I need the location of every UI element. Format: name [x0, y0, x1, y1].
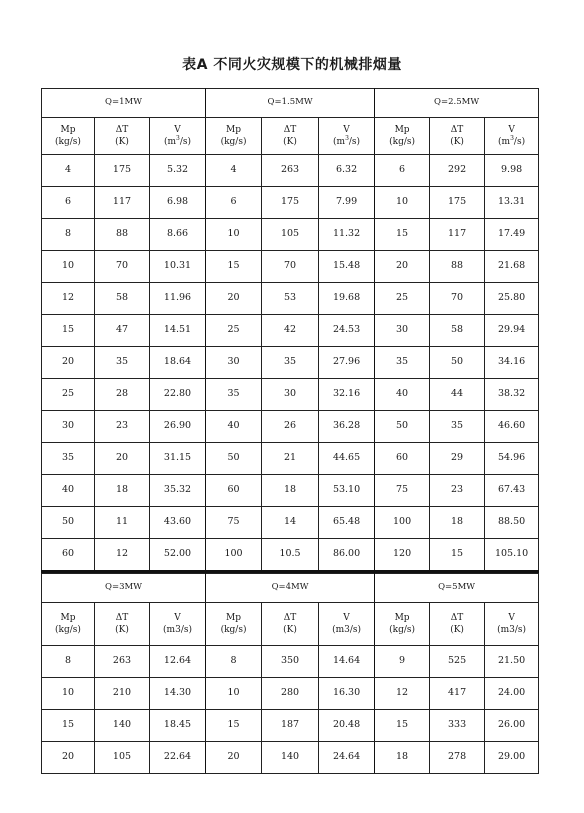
- mp-cell: 30: [42, 411, 95, 443]
- delta-t-cell: 525: [430, 646, 485, 678]
- delta-t-cell: 263: [262, 155, 319, 187]
- delta-t-cell: 35: [95, 347, 150, 379]
- delta-t-cell: 88: [95, 219, 150, 251]
- mp-cell: 20: [42, 347, 95, 379]
- mp-cell: 20: [42, 742, 95, 774]
- v-cell: 18.64: [150, 347, 206, 379]
- delta-t-cell: 105: [95, 742, 150, 774]
- delta-t-cell: 292: [430, 155, 485, 187]
- v-cell: 26.90: [150, 411, 206, 443]
- header-line-2: (m3/s): [332, 625, 362, 635]
- delta-t-cell: 70: [430, 283, 485, 315]
- delta-t-cell: 210: [95, 678, 150, 710]
- v-cell: 24.53: [319, 315, 375, 347]
- v-cell: 36.28: [319, 411, 375, 443]
- group-header-cell: Q=3MW: [42, 574, 206, 603]
- header-line-1: Mp: [60, 124, 76, 135]
- table-row: [42, 379, 539, 411]
- delta-t-cell: 44: [430, 379, 485, 411]
- header-line-1: Mp: [394, 612, 410, 623]
- mp-cell: 25: [375, 283, 430, 315]
- delta-t-cell: 333: [430, 710, 485, 742]
- mp-cell: 30: [206, 347, 262, 379]
- v-cell: 86.00: [319, 539, 375, 572]
- delta-t-cell: 70: [95, 251, 150, 283]
- mp-cell: 15: [42, 315, 95, 347]
- mp-cell: 60: [42, 539, 95, 572]
- header-line-1: V: [508, 124, 515, 135]
- mp-cell: 25: [206, 315, 262, 347]
- header-mp: [375, 118, 430, 155]
- v-cell: 21.50: [485, 646, 539, 678]
- header-line-2: $(m^3/s)$: [163, 135, 192, 147]
- mp-cell: 60: [206, 475, 262, 507]
- mp-cell: 4: [206, 155, 262, 187]
- mp-cell: 6: [206, 187, 262, 219]
- group-header-cell: Q=1.5MW: [206, 89, 375, 118]
- header-delta-t: [95, 118, 150, 155]
- delta-t-cell: 350: [262, 646, 319, 678]
- header-line-1: Mp: [226, 124, 242, 135]
- v-cell: 14.51: [150, 315, 206, 347]
- delta-t-cell: 21: [262, 443, 319, 475]
- delta-t-cell: 11: [95, 507, 150, 539]
- delta-t-cell: 18: [262, 475, 319, 507]
- v-cell: 5.32: [150, 155, 206, 187]
- v-cell: 27.96: [319, 347, 375, 379]
- header-v: [319, 603, 375, 646]
- mp-cell: 9: [375, 646, 430, 678]
- mp-cell: 30: [375, 315, 430, 347]
- delta-t-cell: 10.5: [262, 539, 319, 572]
- header-line-1: Mp: [226, 612, 242, 623]
- mp-cell: 40: [42, 475, 95, 507]
- delta-t-cell: 175: [262, 187, 319, 219]
- v-cell: 105.10: [485, 539, 539, 572]
- header-line-2: $(m^3/s)$: [333, 135, 361, 147]
- mp-cell: 12: [375, 678, 430, 710]
- table-row: [42, 155, 539, 187]
- header-line-2: $(m^3/s)$: [498, 135, 526, 147]
- delta-t-cell: 18: [95, 475, 150, 507]
- group-header-cell: Q=4MW: [206, 574, 375, 603]
- delta-t-cell: 88: [430, 251, 485, 283]
- v-cell: 8.66: [150, 219, 206, 251]
- delta-t-cell: 70: [262, 251, 319, 283]
- mp-cell: 6: [42, 187, 95, 219]
- smoke-exhaust-table: [41, 88, 538, 774]
- delta-t-cell: 417: [430, 678, 485, 710]
- mp-cell: 10: [206, 219, 262, 251]
- table-row: [42, 507, 539, 539]
- delta-t-cell: 263: [95, 646, 150, 678]
- header-line-2: (K): [283, 137, 297, 147]
- header-line-2: (kg/s): [389, 625, 415, 635]
- delta-t-cell: 280: [262, 678, 319, 710]
- header-v: [319, 118, 375, 155]
- v-cell: 7.99: [319, 187, 375, 219]
- table-row: [42, 347, 539, 379]
- v-cell: 17.49: [485, 219, 539, 251]
- v-cell: 6.32: [319, 155, 375, 187]
- header-line-1: ΔT: [283, 124, 297, 135]
- header-line-2: (kg/s): [220, 625, 247, 635]
- v-cell: 88.50: [485, 507, 539, 539]
- header-line-1: V: [174, 124, 181, 135]
- header-line-1: ΔT: [450, 612, 464, 623]
- upper-table: [41, 88, 539, 573]
- v-cell: 29.94: [485, 315, 539, 347]
- delta-t-cell: 35: [430, 411, 485, 443]
- unit-exponent: 3: [176, 135, 180, 142]
- mp-cell: 8: [206, 646, 262, 678]
- delta-t-cell: 140: [95, 710, 150, 742]
- unit-exponent: 3: [345, 135, 349, 142]
- v-cell: 32.16: [319, 379, 375, 411]
- delta-t-cell: 29: [430, 443, 485, 475]
- mp-cell: 8: [42, 646, 95, 678]
- header-line-2: (kg/s): [55, 625, 81, 635]
- group-header-cell: Q=2.5MW: [375, 89, 539, 118]
- header-line-1: V: [343, 124, 350, 135]
- header-v: [150, 603, 206, 646]
- header-mp: [42, 603, 95, 646]
- delta-t-cell: 14: [262, 507, 319, 539]
- header-line-2: (K): [450, 137, 464, 147]
- mp-cell: 40: [206, 411, 262, 443]
- header-v: [485, 118, 539, 155]
- group-header-row: [42, 89, 539, 118]
- v-cell: 18.45: [150, 710, 206, 742]
- header-delta-t: [430, 118, 485, 155]
- v-cell: 12.64: [150, 646, 206, 678]
- v-cell: 13.31: [485, 187, 539, 219]
- mp-cell: 20: [206, 283, 262, 315]
- mp-cell: 15: [206, 710, 262, 742]
- mp-cell: 50: [375, 411, 430, 443]
- v-cell: 25.80: [485, 283, 539, 315]
- column-header-row: [42, 118, 539, 155]
- column-header-row: [42, 603, 539, 646]
- v-cell: 29.00: [485, 742, 539, 774]
- mp-cell: 50: [42, 507, 95, 539]
- v-cell: 11.96: [150, 283, 206, 315]
- delta-t-cell: 117: [95, 187, 150, 219]
- delta-t-cell: 42: [262, 315, 319, 347]
- header-line-1: V: [174, 612, 181, 623]
- header-delta-t: [262, 118, 319, 155]
- mp-cell: 15: [375, 710, 430, 742]
- v-cell: 22.64: [150, 742, 206, 774]
- v-cell: 9.98: [485, 155, 539, 187]
- mp-cell: 100: [375, 507, 430, 539]
- v-cell: 24.00: [485, 678, 539, 710]
- header-mp: [375, 603, 430, 646]
- table-row: [42, 411, 539, 443]
- unit-exponent: 3: [510, 135, 514, 142]
- table-row: [42, 219, 539, 251]
- delta-t-cell: 278: [430, 742, 485, 774]
- mp-cell: 60: [375, 443, 430, 475]
- table-row: [42, 315, 539, 347]
- header-line-2: (K): [115, 137, 129, 147]
- mp-cell: 35: [42, 443, 95, 475]
- mp-cell: 120: [375, 539, 430, 572]
- header-line-1: Mp: [60, 612, 76, 623]
- v-cell: 16.30: [319, 678, 375, 710]
- v-cell: 44.65: [319, 443, 375, 475]
- mp-cell: 10: [206, 678, 262, 710]
- table-row: [42, 678, 539, 710]
- header-mp: [206, 603, 262, 646]
- header-line-1: ΔT: [115, 612, 129, 623]
- table-row: [42, 443, 539, 475]
- header-line-2: (m3/s): [163, 625, 192, 635]
- v-cell: 35.32: [150, 475, 206, 507]
- delta-t-cell: 117: [430, 219, 485, 251]
- delta-t-cell: 47: [95, 315, 150, 347]
- header-mp: [206, 118, 262, 155]
- header-line-2: (kg/s): [389, 137, 415, 147]
- header-delta-t: [262, 603, 319, 646]
- header-mp: [42, 118, 95, 155]
- delta-t-cell: 18: [430, 507, 485, 539]
- header-line-2: (K): [450, 625, 464, 635]
- v-cell: 34.16: [485, 347, 539, 379]
- header-line-1: ΔT: [450, 124, 464, 135]
- v-cell: 38.32: [485, 379, 539, 411]
- v-cell: 6.98: [150, 187, 206, 219]
- delta-t-cell: 23: [95, 411, 150, 443]
- header-line-1: ΔT: [283, 612, 297, 623]
- mp-cell: 18: [375, 742, 430, 774]
- table-row: [42, 539, 539, 572]
- v-cell: 54.96: [485, 443, 539, 475]
- mp-cell: 10: [375, 187, 430, 219]
- mp-cell: 6: [375, 155, 430, 187]
- v-cell: 67.43: [485, 475, 539, 507]
- delta-t-cell: 26: [262, 411, 319, 443]
- mp-cell: 50: [206, 443, 262, 475]
- delta-t-cell: 15: [430, 539, 485, 572]
- v-cell: 24.64: [319, 742, 375, 774]
- delta-t-cell: 20: [95, 443, 150, 475]
- group-header-cell: Q=5MW: [375, 574, 539, 603]
- header-delta-t: [430, 603, 485, 646]
- delta-t-cell: 23: [430, 475, 485, 507]
- table-row: [42, 475, 539, 507]
- header-line-2: (kg/s): [55, 137, 81, 147]
- table-row: [42, 187, 539, 219]
- header-line-2: (m3/s): [497, 625, 527, 635]
- mp-cell: 25: [42, 379, 95, 411]
- header-v: [485, 603, 539, 646]
- group-header-cell: Q=1MW: [42, 89, 206, 118]
- header-line-2: (K): [283, 625, 297, 635]
- v-cell: 11.32: [319, 219, 375, 251]
- v-cell: 52.00: [150, 539, 206, 572]
- delta-t-cell: 53: [262, 283, 319, 315]
- delta-t-cell: 28: [95, 379, 150, 411]
- delta-t-cell: 175: [95, 155, 150, 187]
- group-header-row: [42, 574, 539, 603]
- v-cell: 43.60: [150, 507, 206, 539]
- v-cell: 21.68: [485, 251, 539, 283]
- delta-t-cell: 175: [430, 187, 485, 219]
- delta-t-cell: 105: [262, 219, 319, 251]
- mp-cell: 100: [206, 539, 262, 572]
- page-title: 表A 不同火灾规模下的机械排烟量: [182, 57, 402, 73]
- mp-cell: 20: [206, 742, 262, 774]
- mp-cell: 10: [42, 251, 95, 283]
- table-row: [42, 283, 539, 315]
- mp-cell: 15: [375, 219, 430, 251]
- table-row: [42, 251, 539, 283]
- v-cell: 22.80: [150, 379, 206, 411]
- lower-table: [41, 573, 539, 774]
- header-line-1: Mp: [394, 124, 410, 135]
- v-cell: 14.30: [150, 678, 206, 710]
- v-cell: 10.31: [150, 251, 206, 283]
- table-row: [42, 646, 539, 678]
- v-cell: 15.48: [319, 251, 375, 283]
- v-cell: 53.10: [319, 475, 375, 507]
- delta-t-cell: 35: [262, 347, 319, 379]
- header-line-1: V: [343, 612, 350, 623]
- mp-cell: 35: [206, 379, 262, 411]
- mp-cell: 20: [375, 251, 430, 283]
- v-cell: 20.48: [319, 710, 375, 742]
- table-row: [42, 710, 539, 742]
- header-line-1: ΔT: [115, 124, 129, 135]
- mp-cell: 10: [42, 678, 95, 710]
- delta-t-cell: 58: [430, 315, 485, 347]
- mp-cell: 75: [375, 475, 430, 507]
- delta-t-cell: 50: [430, 347, 485, 379]
- header-line-2: (K): [115, 625, 129, 635]
- mp-cell: 4: [42, 155, 95, 187]
- delta-t-cell: 140: [262, 742, 319, 774]
- mp-cell: 15: [42, 710, 95, 742]
- delta-t-cell: 30: [262, 379, 319, 411]
- header-delta-t: [95, 603, 150, 646]
- delta-t-cell: 58: [95, 283, 150, 315]
- v-cell: 14.64: [319, 646, 375, 678]
- mp-cell: 8: [42, 219, 95, 251]
- delta-t-cell: 12: [95, 539, 150, 572]
- v-cell: 26.00: [485, 710, 539, 742]
- header-line-2: (kg/s): [220, 137, 247, 147]
- mp-cell: 12: [42, 283, 95, 315]
- mp-cell: 40: [375, 379, 430, 411]
- header-v: [150, 118, 206, 155]
- v-cell: 65.48: [319, 507, 375, 539]
- header-line-1: V: [508, 612, 515, 623]
- v-cell: 46.60: [485, 411, 539, 443]
- mp-cell: 15: [206, 251, 262, 283]
- mp-cell: 35: [375, 347, 430, 379]
- delta-t-cell: 187: [262, 710, 319, 742]
- v-cell: 31.15: [150, 443, 206, 475]
- v-cell: 19.68: [319, 283, 375, 315]
- table-row: [42, 742, 539, 774]
- mp-cell: 75: [206, 507, 262, 539]
